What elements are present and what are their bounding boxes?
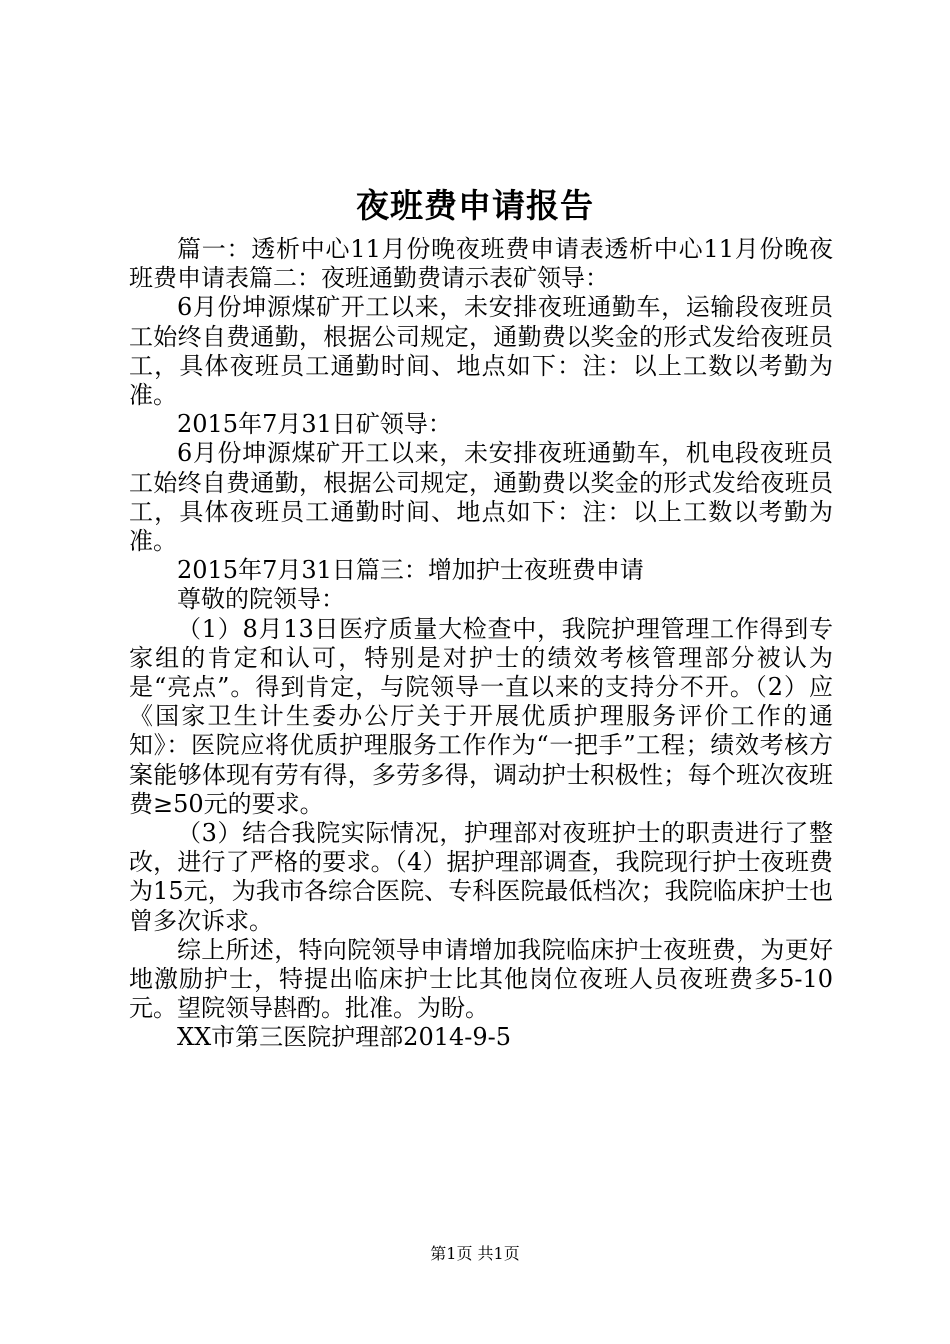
paragraph-2: 6月份坤源煤矿开工以来，未安排夜班通勤车，运输段夜班员工始终自费通勤，根据公司规定，通勤费以奖金的形式发给夜班员工，具体夜班员工通勤时间、地点如下：注：以上工数以考勤为准。 [129,293,833,410]
paragraph-6: 尊敬的院领导： [177,585,345,614]
paragraph-9: 综上所述，特向院领导申请增加我院临床护士夜班费，为更好地激励护士，特提出临床护士比其他岗位夜班人员夜班费多5-10元。望院领导斟酌。批准。为盼。 [129,935,833,1023]
paragraph-4: 6月份坤源煤矿开工以来，未安排夜班通勤车，机电段夜班员工始终自费通勤，根据公司规定，通勤费以奖金的形式发给夜班员工，具体夜班员工通勤时间、地点如下：注：以上工数以考勤为准。 [129,439,833,556]
paragraph-5: 2015年7月31日篇三：增加护士夜班费申请 [177,556,644,585]
paragraph-8: （3）结合我院实际情况，护理部对夜班护士的职责进行了整改，进行了严格的要求。（4）据护理部调查，我院现行护士夜班费为15元，为我市各综合医院、专科医院最低档次；我院临床护士也曾多次诉求。 [129,819,833,935]
document-body [129,235,833,1053]
paragraph-3: 2015年7月31日矿领导： [177,410,452,439]
paragraph-7: （1）8月13日医疗质量大检查中，我院护理管理工作得到专家组的肯定和认可，特别是对护士的绩效考核管理部分被认为是“亮点”。得到肯定，与院领导一直以来的支持分不开。（2）应《国家卫生计生委办公厅关于开展优质护理服务评价工作的通知》：医院应将优质护理服务工作作为“一把手”工程；绩效考核方案能够体现有劳有得，多劳多得，调动护士积极性；每个班次夜班费≥50元的要求。 [129,614,833,818]
paragraph-1: 篇一：透析中心11月份晚夜班费申请表透析中心11月份晚夜班费申请表篇二：夜班通勤费请示表矿领导： [129,235,833,293]
page-footer: 第1页 共1页 [430,1244,520,1263]
paragraph-10: XX市第三医院护理部2014-9-5 [177,1023,512,1052]
document-title: 夜班费申请报告 [356,186,594,225]
